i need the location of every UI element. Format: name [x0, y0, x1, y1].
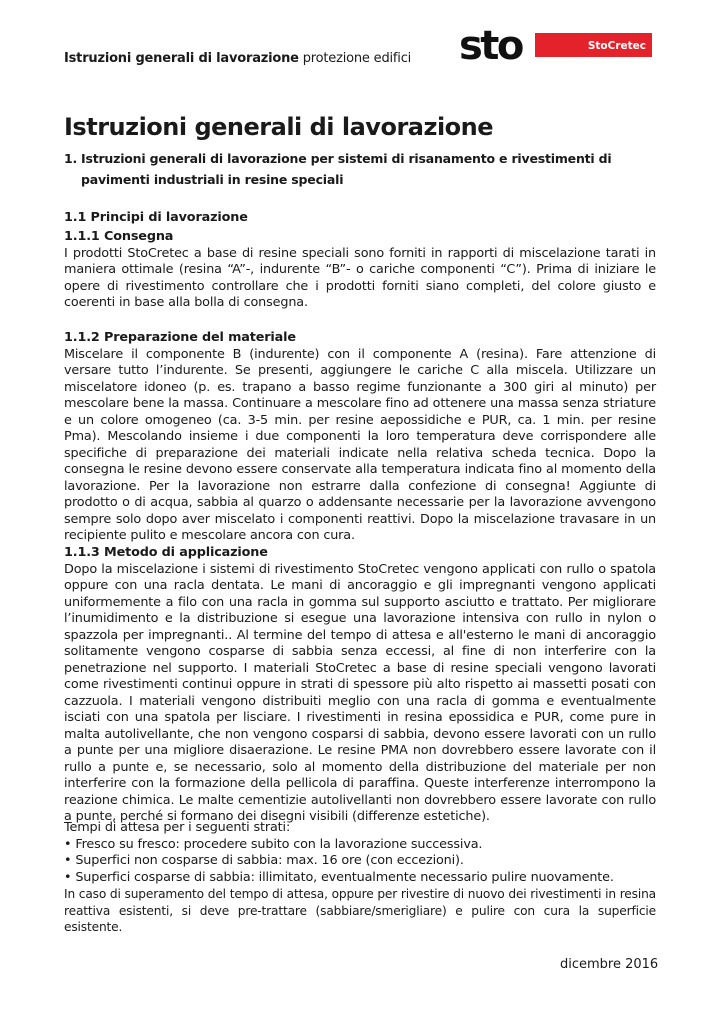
header-title-rest: protezione edifici [302, 51, 412, 66]
waiting-list [64, 837, 656, 887]
header-title-bold: Istruzioni generali di lavorazione [64, 51, 299, 66]
paragraph-preparazione: Miscelare il componente B (indurente) con il componente A (resina). Fare attenzione di versare tutto l’indurente. Se presenti, aggiungere le cariche C alla miscela. Utilizzare un miscelatore idoneo (p. es. trapano a basso regime funzionante a 300 giri al minuto) per mescolare bene la massa. Continuare a mescolare fino ad ottenere una massa senza striature e un colore omogeneo (ca. 3-5 min. per resine aepossidiche e PUR, ca. 1 min. per resine Pma). Mescolando insieme i due componenti la loro temperatura deve corrispondere alle specifiche di preparazione dei materiali indicate nella relativa scheda tecnica. Dopo la consegna le resine devono essere conservate alla temperatura indicata fino al momento della lavorazione. Per la lavorazione non estrarre dalla confezione di consegna! Aggiunte di prodotto o di acqua, sabbia al quarzo o addensante necessarie per la lavorazione avvengono sempre solo dopo aver miscelato i componenti reattivi. Dopo la miscelazione travasare in un recipiente pulito e mescolare ancora con cura. [64, 346, 656, 543]
list-item: • Fresco su fresco: procedere subito con la lavorazione successiva. [64, 836, 483, 852]
waiting-times [64, 820, 656, 936]
section-number: 1. [64, 151, 78, 166]
section-heading [64, 148, 664, 190]
heading-1-1: 1.1 Principi di lavorazione [64, 210, 248, 225]
list-item: • Superfici non cosparse di sabbia: max. 16 ore (con eccezioni). [64, 853, 464, 868]
paragraph-consegna: I prodotti StoCretec a base di resine speciali sono forniti in rapporti di miscelazione tarati in maniera ottimale (resina “A”-, indurente “B”- o cariche componenti “C”). Prima di iniziare le opere di rivestimento controllare che i prodotti forniti siano completi, del colore giusto e coerenti in base alla bolla di consegna. [64, 245, 656, 310]
running-header [64, 51, 411, 66]
waiting-closing: In caso di superamento del tempo di attesa, oppure per rivestire di nuovo dei rivestimenti in resina reattiva esistenti, si deve pre-trattare (sabbiare/smerigliare) e pulire con cura la superficie esistente. [64, 887, 656, 934]
paragraph-metodo: Dopo la miscelazione i sistemi di rivestimento StoCretec vengono applicati con rullo o spatola oppure con una racla dentata. Le mani di ancoraggio e gli impregnanti vengono applicati uniformemente a filo con una racla in gomma sul supporto asciutto e trattato. Per migliorare l’inumidimento e la distribuzione si esegue una lavorazione intensiva con rullo in nylon o spazzola per impregnanti.. Al termine del tempo di attesa e all'esterno le mani di ancoraggio solitamente vengono cosparse di sabbia senza eccessi, al fine di non interferire con la penetrazione nel supporto. I materiali StoCretec a base di resine speciali vengono lavorati come rivestimenti continui oppure in strati di spessore più alto rispetto ai massetti posati con cazzuola. I materiali vengono distribuiti meglio con una racla di gomma e eventualmente isciati con una spatola per lisciare. I rivestimenti in resina epossidica e PUR, come pure in malta autolivellante, che non vengono cosparsi di sabbia, devono essere lavorati con un rullo a punte per una migliore disaerazione. Le resine PMA non dovrebbero essere lavorate con il rullo a punte e, se necessario, solo al momento della distribuzione del materiale per non interferire con la formazione della pellicola di paraffina. Queste interferenze interrompono la reazione chimica. Le malte cementizie autolivellanti non dovrebbero essere lavorate con rullo a punte, perché si formano dei disegni visibili (differenze estetiche). [64, 561, 656, 824]
section-title: Istruzioni generali di lavorazione per sistemi di risanamento e rivestimenti di pavimenti industriali in resine speciali [81, 151, 612, 187]
subsection-1-1-3 [64, 545, 656, 826]
subsection-1-1 [64, 210, 656, 227]
heading-1-1-3: 1.1.3 Metodo di applicazione [64, 545, 268, 560]
footer-date: dicembre 2016 [560, 957, 659, 972]
heading-1-1-1: 1.1.1 Consegna [64, 229, 174, 244]
sto-logo: sto [459, 23, 522, 69]
list-item: • Superfici cosparse di sabbia: illimitato, eventualmente necessario pulire nuovamente. [64, 869, 614, 885]
waiting-intro: Tempi di attesa per i seguenti strati: [64, 820, 291, 835]
page-title: Istruzioni generali di lavorazione [64, 113, 494, 141]
subsection-1-1-2 [64, 330, 656, 545]
subsection-1-1-1 [64, 229, 656, 312]
heading-1-1-2: 1.1.2 Preparazione del materiale [64, 330, 296, 345]
brand-label: StoCretec [535, 33, 652, 57]
